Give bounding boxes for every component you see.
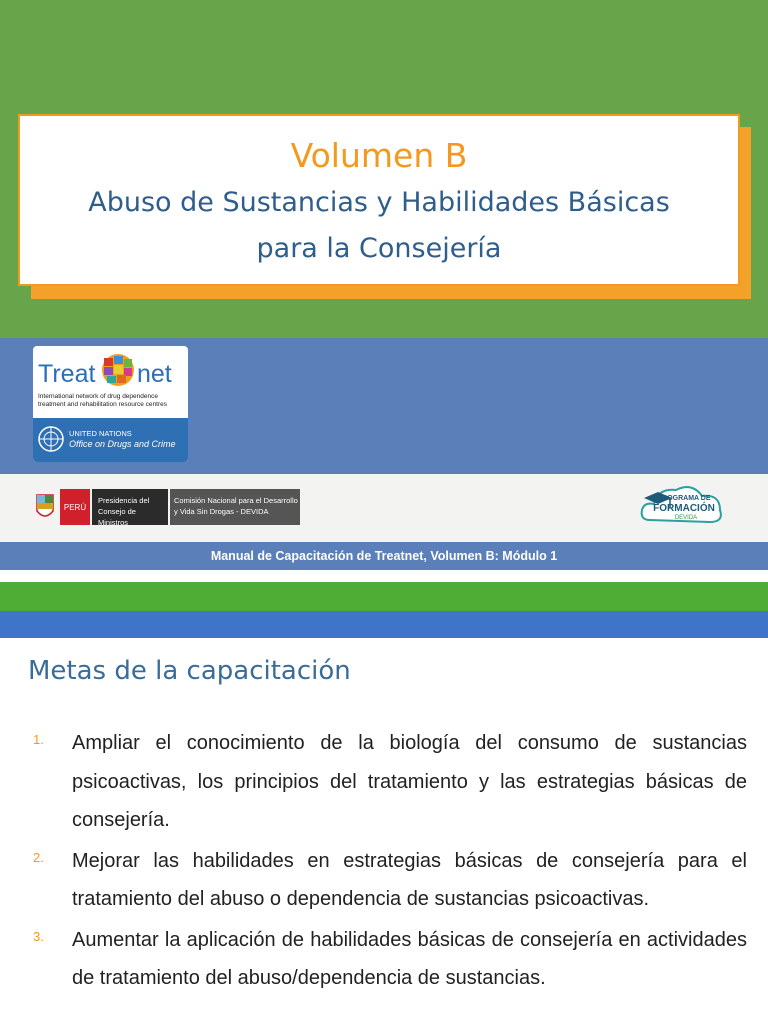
treatnet-logo: [33, 346, 188, 462]
pcm-line-1: Presidencia del: [98, 496, 150, 505]
logo-net-text: net: [137, 360, 172, 388]
peru-shield-icon: [34, 489, 56, 525]
goal-number: 3.: [33, 928, 44, 944]
un-line-2: Office on Drugs and Crime: [69, 439, 176, 449]
programa-formacion-logo: [636, 476, 728, 540]
devida-line-1: Comisión Nacional para el Desarrollo: [174, 496, 298, 505]
globe-icon: [101, 353, 135, 387]
logo-treat-text: Treat: [38, 360, 96, 388]
subtitle-line-2: para la Consejería: [256, 233, 502, 264]
green-strip: [0, 582, 768, 611]
slide-gap: [0, 570, 768, 582]
programa-line-3: DEVIDA: [674, 515, 698, 521]
peru-label: PERÚ: [60, 489, 90, 525]
pcm-label: [92, 489, 168, 525]
unodc-banner: [33, 418, 188, 462]
devida-label: [170, 489, 300, 525]
programa-line-2: FORMACIÓN: [653, 503, 715, 514]
list-item: [33, 921, 747, 998]
goal-text: Ampliar el conocimiento de la biología del consumo de sustancias psicoactivas, los principios del tratamiento y las estrategias básicas de consejería.: [72, 732, 747, 831]
un-emblem-icon: [37, 425, 65, 453]
blue-strip: [0, 611, 768, 638]
subtitle-line-1: Abuso de Sustancias y Habilidades Básicas: [88, 187, 670, 218]
section-title: Metas de la capacitación: [28, 656, 351, 686]
list-item: [33, 724, 747, 840]
title-box: [18, 114, 740, 286]
un-line-1: UNITED NATIONS: [69, 429, 132, 438]
list-item: [33, 842, 747, 919]
goal-number: 2.: [33, 849, 44, 865]
cover-subtitle: [20, 180, 738, 272]
pcm-line-2: Consejo de Ministros: [98, 507, 136, 527]
devida-line-2: y Vida Sin Drogas - DEVIDA: [174, 507, 269, 516]
goal-text: Aumentar la aplicación de habilidades básicas de consejería en actividades de tratamiento del abuso/dependencia de sustancias.: [72, 928, 747, 989]
goal-text: Mejorar las habilidades en estrategias básicas de consejería para el tratamiento del abuso o dependencia de sustancias psicoactivas.: [72, 849, 747, 910]
volume-title: Volumen B: [290, 136, 468, 175]
manual-footer: Manual de Capacitación de Treatnet, Volumen B: Módulo 1: [0, 542, 768, 570]
logo-description: International network of drug dependence treatment and rehabilitation resource centres: [38, 393, 167, 408]
programa-line-1: PROGRAMA DE: [657, 495, 711, 502]
goal-number: 1.: [33, 732, 44, 747]
goals-list: [33, 724, 747, 1000]
